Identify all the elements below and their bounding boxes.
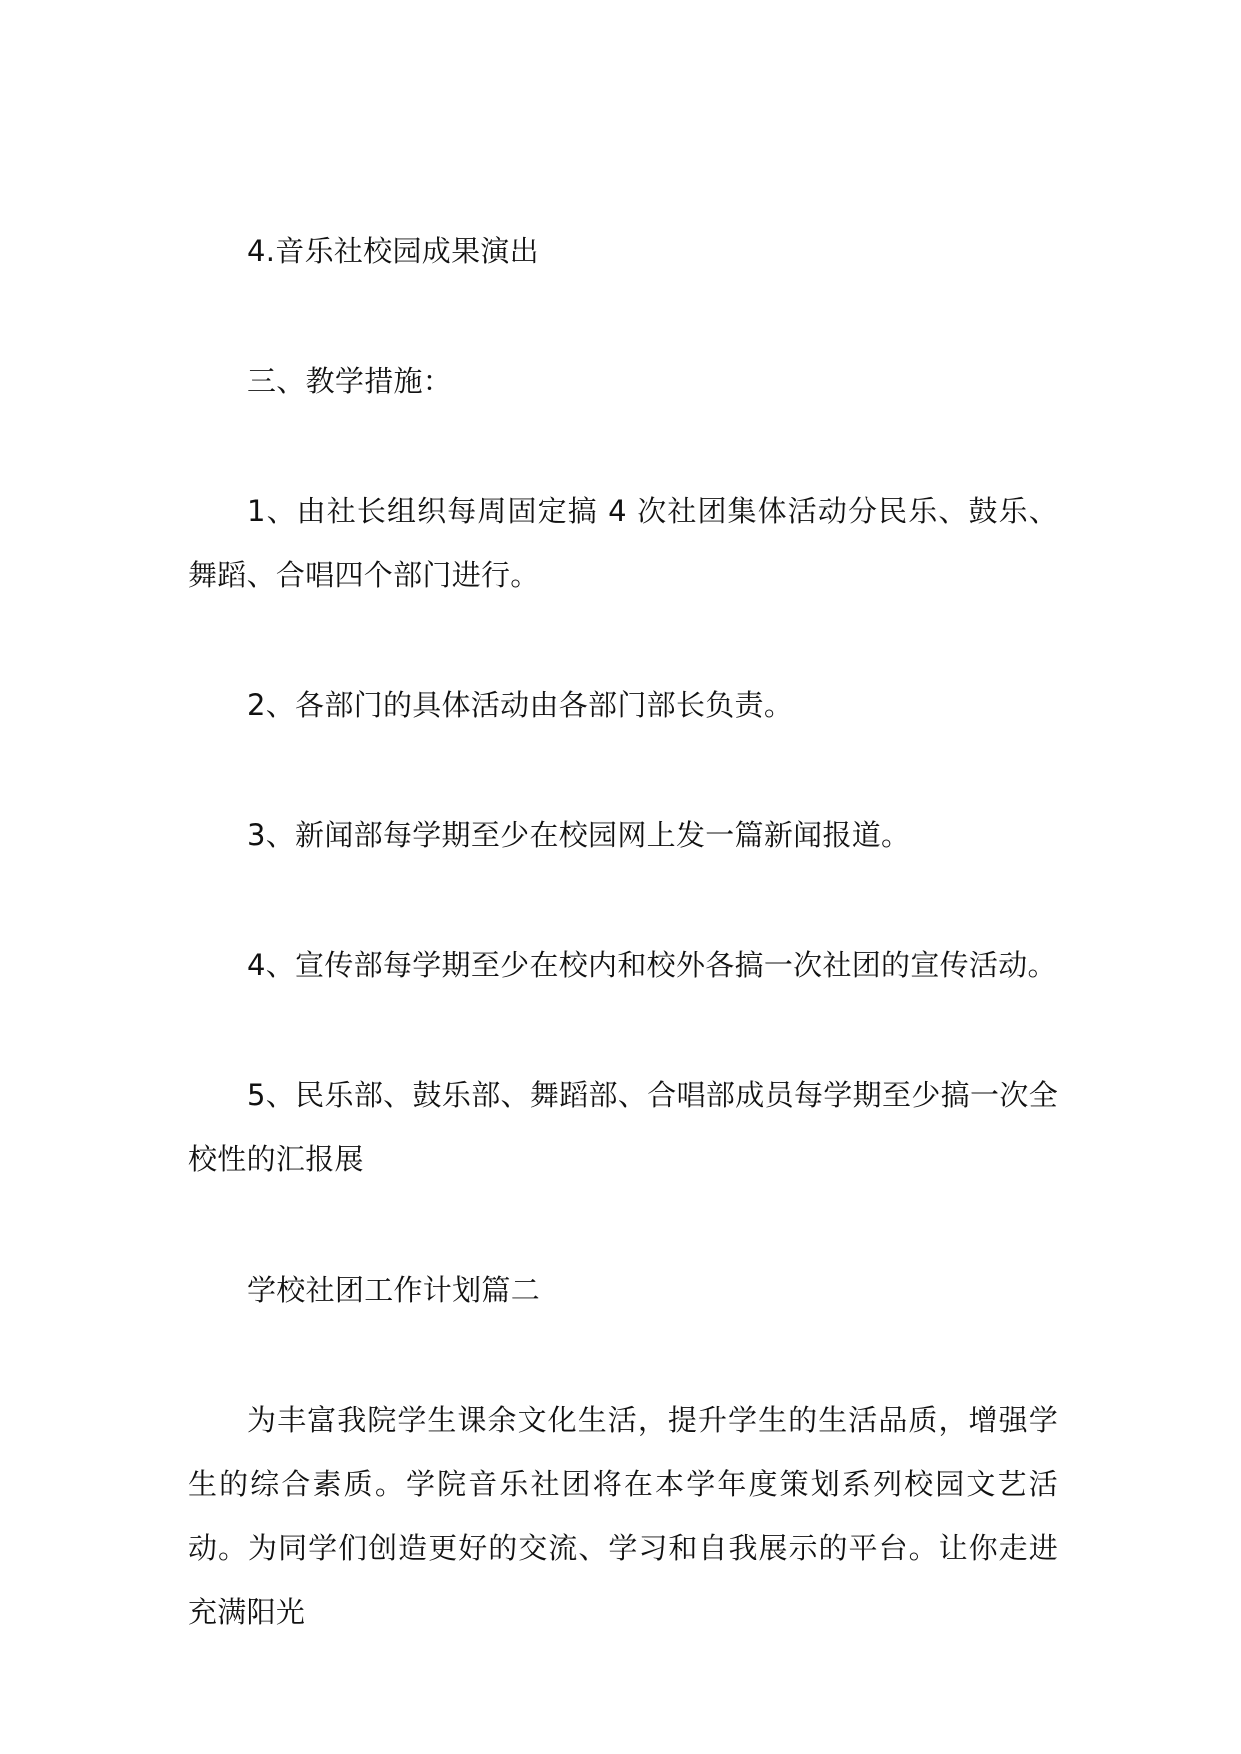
paragraph-measure-5: 5、民乐部、鼓乐部、舞蹈部、合唱部成员每学期至少搞一次全校性的汇报展: [188, 1078, 1058, 1176]
paragraph-section-item-4: 4.音乐社校园成果演出: [247, 234, 539, 268]
paragraph-measure-2: 2、各部门的具体活动由各部门部长负责。: [247, 688, 794, 722]
paragraph-measure-1: 1、由社长组织每周固定搞 4 次社团集体活动分民乐、鼓乐、舞蹈、合唱四个部门进行。: [188, 494, 1058, 592]
paragraph-measure-3: 3、新闻部每学期至少在校园网上发一篇新闻报道。: [247, 818, 911, 852]
paragraph-article-two-intro: 为丰富我院学生课余文化生活，提升学生的生活品质，增强学生的综合素质。学院音乐社团将在本学年度策划系列校园文艺活动。为同学们创造更好的交流、学习和自我展示的平台。让你走进充满阳光: [188, 1403, 1058, 1629]
paragraph-section-heading-teaching-measures: 三、教学措施：: [247, 364, 453, 398]
paragraph-measure-4: 4、宣传部每学期至少在校内和校外各搞一次社团的宣传活动。: [247, 948, 1057, 982]
paragraph-article-two-title: 学校社团工作计划篇二: [247, 1273, 541, 1307]
